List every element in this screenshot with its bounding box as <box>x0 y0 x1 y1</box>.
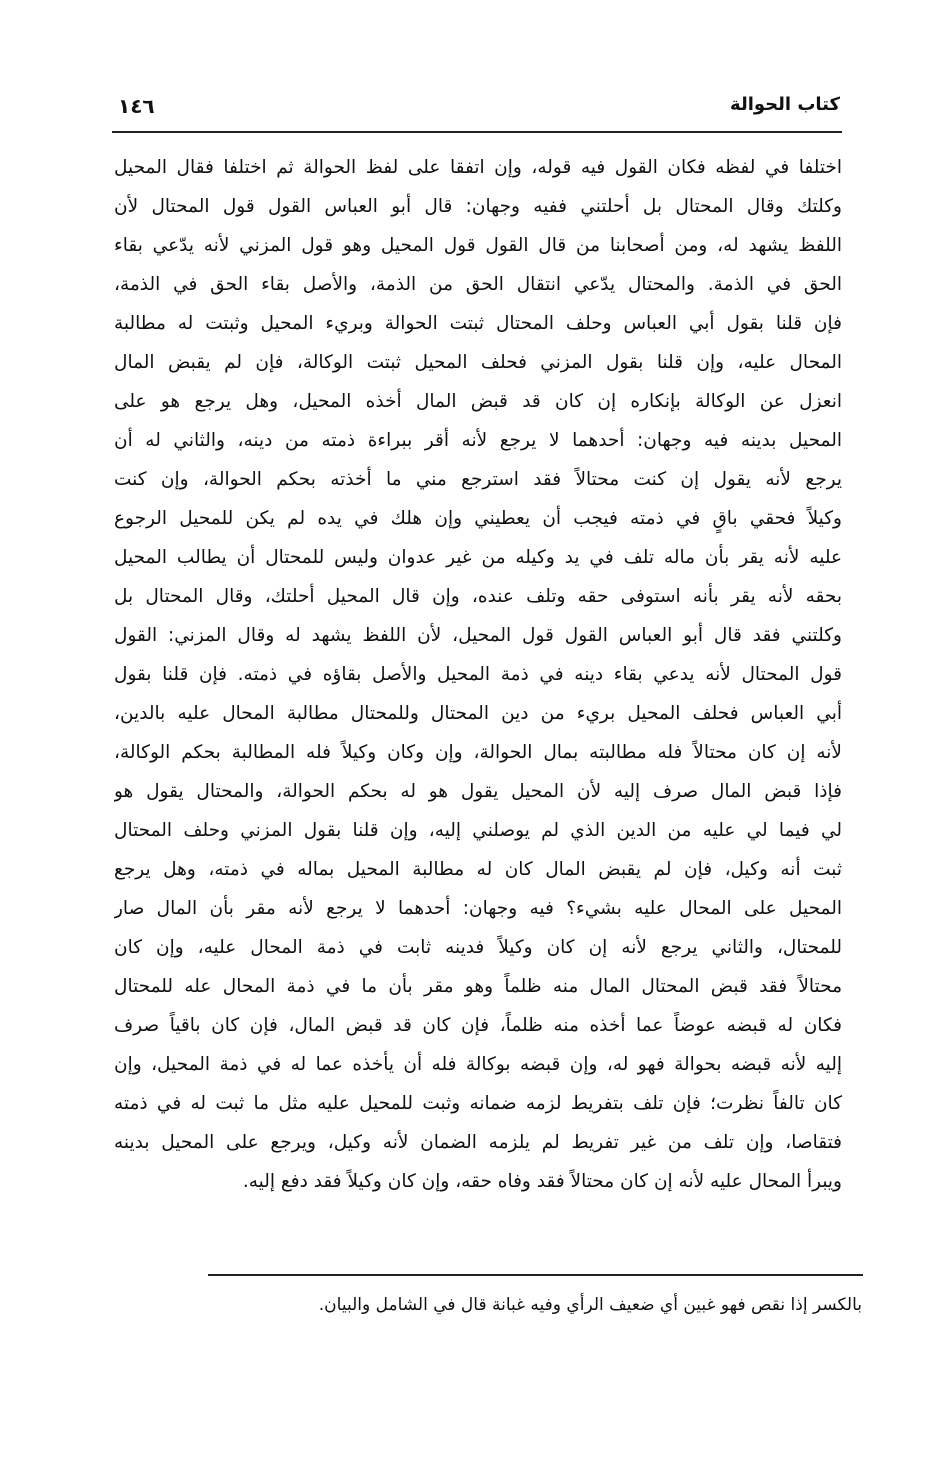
text-line: عليه لأنه يقر بأن ماله تلف في يد وكيله من غير عدوان وليس للمحتال أن يطالب المحيل <box>114 547 842 568</box>
text-line: فإن قلنا بقول أبي العباس وحلف المحتال ثبتت الحوالة وبريء المحيل وثبتت له مطالبة <box>114 313 842 334</box>
text-line: إليه لأنه قبضه بحوالة فهو له، وإن قبضه بوكالة فله أن يأخذه عما له في ذمة المحيل، وإن <box>114 1054 842 1075</box>
text-line: وكلتني فقد قال أبو العباس القول قول المحيل، لأن اللفظ يشهد له وقال المزني: القول <box>114 625 842 646</box>
footnote-divider <box>208 1274 863 1276</box>
text-line: محتالاً فقد قبض المحتال المال منه ظلماً وهو مقر بأن ما في ذمة المحال عله للمحتال <box>114 976 842 997</box>
text-line: لي فيما لي عليه من الدين الذي لم يوصلني إليه، وإن قلنا بقول المزني وحلف المحتال <box>114 820 842 841</box>
text-line: المحال عليه، وإن قلنا بقول المزني فحلف المحيل ثبتت الوكالة، فإن لم يقبض المال <box>114 352 842 373</box>
text-line: فتقاصا، وإن تلف من غير تفريط لم يلزمه الضمان لأنه وكيل، ويرجع على المحيل بدينه <box>114 1132 842 1153</box>
text-line: ثبت أنه وكيل، فإن لم يقبض المال كان له مطالبة المحيل بماله في ذمته، وهل يرجع <box>114 859 842 880</box>
text-line: انعزل عن الوكالة بإنكاره إن كان قد قبض المال أخذه المحيل، وهل يرجع هو على <box>114 391 842 412</box>
text-line: قول المحتال لأنه يدعي بقاء دينه في ذمة المحيل والأصل بقاؤه في ذمته. فإن قلنا بقول <box>114 664 842 685</box>
text-line: لأنه إن كان محتالاً فله مطالبته بمال الحوالة، وإن وكان وكيلاً فله المطالبة بحكم الوكالة، <box>114 742 842 763</box>
footnote: بالكسر إذا نقص فهو غبين أي ضعيف الرأي وفيه غبانة قال في الشامل والبيان. <box>318 1295 862 1315</box>
text-line: وكلتك وقال المحتال بل أحلتني ففيه وجهان: قال أبو العباس القول قول المحتال لأن <box>114 196 842 217</box>
text-line: اللفظ يشهد له، ومن أصحابنا من قال القول قول المحيل وهو قول المزني لأنه يدّعي بقاء <box>114 235 842 256</box>
text-line: فكان له قبضه عوضاً عما أخذه منه ظلماً، فإن كان قد قبض المال، فإن كان باقياً صرف <box>114 1015 842 1036</box>
text-line: المحيل بدينه فيه وجهان: أحدهما لا يرجع لأنه أقر ببراءة ذمته من دينه، والثاني له أن <box>114 430 842 451</box>
text-line: ويبرأ المحال عليه لأنه إن كان محتالاً فقد وفاه حقه، وإن كان وكيلاً فقد دفع إليه. <box>242 1171 842 1192</box>
text-line: فإذا قبض المال صرف إليه لأن المحيل يقول هو له بحكم الحوالة، والمحتال يقول هو <box>114 781 842 802</box>
text-line: الحق في الذمة. والمحتال يدّعي انتقال الحق من الذمة، والأصل بقاء الحق في الذمة، <box>114 274 842 295</box>
page-number: ١٤٦ <box>118 94 155 118</box>
text-line: المحيل على المحال عليه بشيء؟ فيه وجهان: أحدهما لا يرجع لأنه مقر بأن المال صار <box>114 898 842 919</box>
running-title: كتاب الحوالة <box>730 94 840 115</box>
text-line: كان تالفاً نظرت؛ فإن تلف بتفريط لزمه ضمانه وثبت للمحيل عليه مثل ما ثبت له في ذمته <box>114 1093 842 1114</box>
text-line: أبي العباس فحلف المحيل بريء من دين المحتال وللمحتال مطالبة المحال عليه بالدين، <box>114 703 842 724</box>
text-line: اختلفا في لفظه فكان القول فيه قوله، وإن اتفقا على لفظ الحوالة ثم اختلفا فقال المحيل <box>114 157 842 178</box>
text-line: بحقه لأنه يقر بأنه استوفى حقه وتلف عنده، وإن قال المحيل أحلتك، وقال المحتال بل <box>114 586 842 607</box>
text-line: يرجع لأنه يقول إن كنت محتالاً فقد استرجع مني ما أخذته بحكم الحوالة، وإن كنت <box>114 469 842 490</box>
text-line: للمحتال، والثاني يرجع لأنه إن كان وكيلاً فدينه ثابت في ذمة المحال عليه، وإن كان <box>114 937 842 958</box>
text-line: وكيلاً فحقي باقٍ في ذمته فيجب أن يعطيني وإن هلك في يده لم يكن للمحيل الرجوع <box>114 508 842 529</box>
body-text <box>114 148 842 1201</box>
header-divider <box>112 131 842 133</box>
